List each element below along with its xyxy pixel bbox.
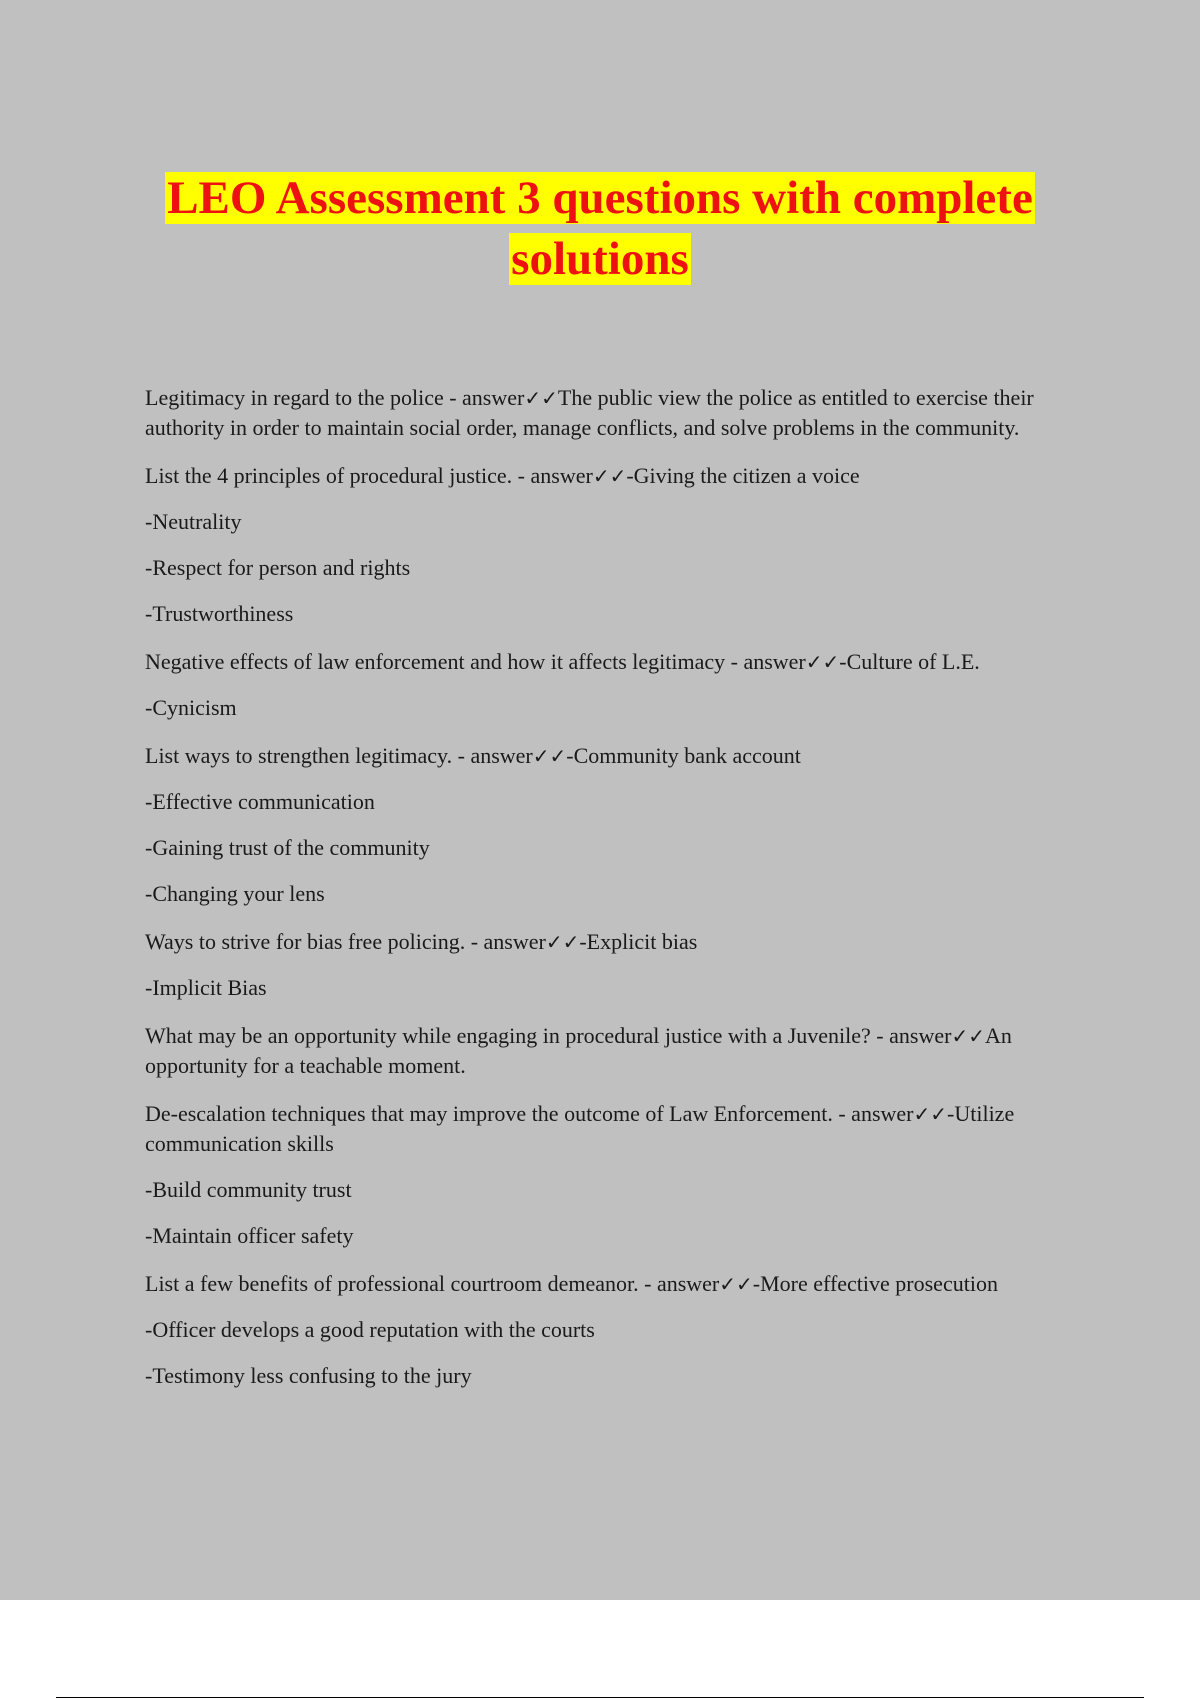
qa-line [145,647,1095,677]
question-text: Negative effects of law enforcement and how it affects legitimacy [145,649,726,674]
check-marks: ✓✓ [805,650,840,674]
answer-list-item: -Maintain officer safety [145,1223,354,1248]
check-marks: ✓✓ [951,1024,985,1048]
question-text: De-escalation techniques that may improve the outcome of Law Enforcement. [145,1101,833,1126]
answer-list-item: -Officer develops a good reputation with the courts [145,1317,595,1342]
answer-text: -More effective prosecution [752,1271,998,1296]
answer-marker: - answer [876,1023,952,1048]
answer-marker: - answer [470,929,546,954]
qa-line [145,461,1095,491]
question-text: List ways to strengthen legitimacy. [145,743,453,768]
qa-item [145,927,1095,1003]
answer-list-item: -Changing your lens [145,881,325,906]
answer-text: -Explicit bias [579,929,698,954]
question-text: Ways to strive for bias free policing. [145,929,466,954]
answer-text: The public view the police as entitled to exercise their authority in order to maintain social order, manage conflicts, and solve problems in the community. [145,385,1034,440]
qa-line [145,383,1095,443]
qa-item [145,461,1095,629]
answer-text: -Giving the citizen a voice [626,463,860,488]
question-text: Legitimacy in regard to the police [145,385,444,410]
document-title [100,168,1100,290]
qa-line [145,927,1095,957]
question-text: What may be an opportunity while engaging in procedural justice with a Juvenile? [145,1023,871,1048]
qa-item [145,383,1095,443]
answer-text: An opportunity for a teachable moment. [145,1023,1012,1078]
question-text: List a few benefits of professional courtroom demeanor. [145,1271,639,1296]
qa-item [145,1099,1095,1251]
answer-list-item: -Cynicism [145,695,237,720]
answer-text: -Utilize communication skills [145,1101,1015,1156]
answer-list-item: -Gaining trust of the community [145,835,430,860]
qa-item [145,1021,1095,1081]
footer-divider [56,1697,1144,1698]
answer-text: -Culture of L.E. [839,649,980,674]
answer-marker: - answer [838,1101,914,1126]
title-line-1: LEO Assessment 3 questions with complete [167,172,1033,224]
answer-list-item: -Trustworthiness [145,601,294,626]
qa-line [145,1269,1095,1299]
check-marks: ✓✓ [592,464,627,488]
question-text: List the 4 principles of procedural justice. [145,463,513,488]
answer-list-item: -Respect for person and rights [145,555,411,580]
answer-list-item: -Testimony less confusing to the jury [145,1363,472,1388]
answer-list-item: -Build community trust [145,1177,352,1202]
answer-marker: - answer [457,743,533,768]
qa-line [145,741,1095,771]
check-marks: ✓✓ [545,930,580,954]
answer-text: -Community bank account [566,743,801,768]
qa-line [145,1099,1095,1159]
qa-line [145,1021,1095,1081]
check-marks: ✓✓ [913,1102,948,1126]
qa-item [145,647,1095,723]
qa-list [145,383,1095,1409]
answer-marker: - answer [517,463,593,488]
check-marks: ✓✓ [719,1272,753,1296]
answer-marker: - answer [644,1271,720,1296]
check-marks: ✓✓ [524,386,558,410]
answer-list-item: -Implicit Bias [145,975,267,1000]
qa-item [145,741,1095,909]
answer-list-item: -Effective communication [145,789,375,814]
answer-marker: - answer [730,649,806,674]
title-line-2: solutions [511,233,689,285]
qa-item [145,1269,1095,1391]
answer-marker: - answer [449,385,525,410]
answer-list-item: -Neutrality [145,509,242,534]
check-marks: ✓✓ [532,744,567,768]
